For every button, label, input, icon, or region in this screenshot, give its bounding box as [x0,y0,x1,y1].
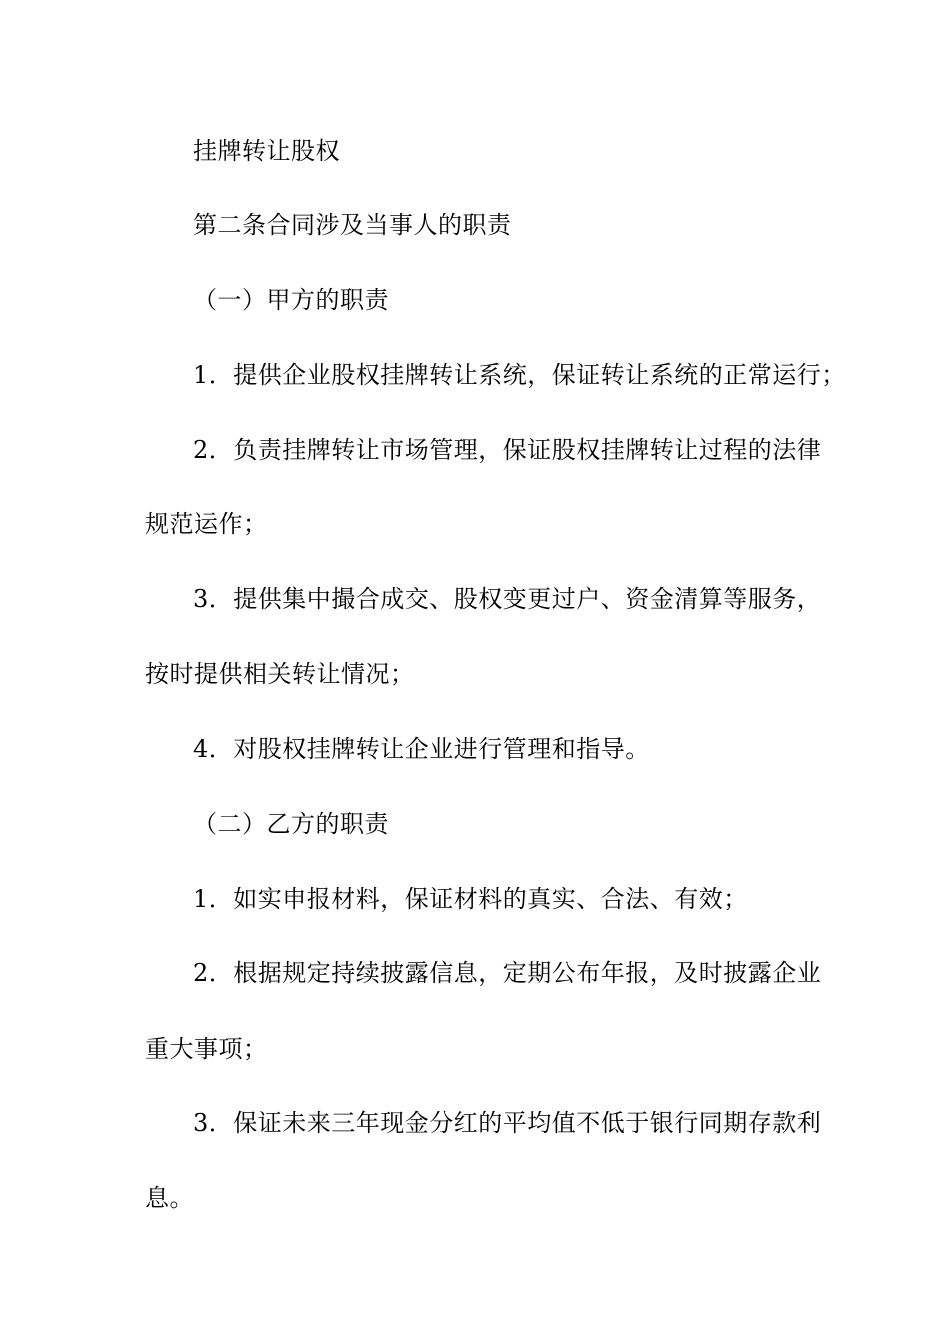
doc-line-a3: 3．提供集中撮合成交、股权变更过户、资金清算等服务， [193,585,822,613]
doc-line-a2-cont: 规范运作； [145,510,268,538]
doc-line-b1: 1．如实申报材料，保证材料的真实、合法、有效； [193,885,748,913]
doc-line-section-a: （一）甲方的职责 [193,286,389,314]
doc-line-section-b: （二）乙方的职责 [193,810,389,838]
doc-line-a1: 1．提供企业股权挂牌转让系统，保证转让系统的正常运行； [193,361,846,389]
doc-line-b2: 2．根据规定持续披露信息，定期公布年报，及时披露企业 [193,959,822,987]
doc-line-b3-cont: 息。 [145,1184,194,1212]
doc-line-article-title: 第二条合同涉及当事人的职责 [193,211,512,239]
doc-line-a3-cont: 按时提供相关转让情况； [145,660,415,688]
doc-line-b2-cont: 重大事项； [145,1035,268,1063]
doc-line-b3: 3．保证未来三年现金分红的平均值不低于银行同期存款利 [193,1109,822,1137]
doc-line-a4: 4．对股权挂牌转让企业进行管理和指导。 [193,735,650,763]
doc-line-a2: 2．负责挂牌转让市场管理，保证股权挂牌转让过程的法律 [193,436,822,464]
doc-line-heading: 挂牌转让股权 [193,137,340,165]
